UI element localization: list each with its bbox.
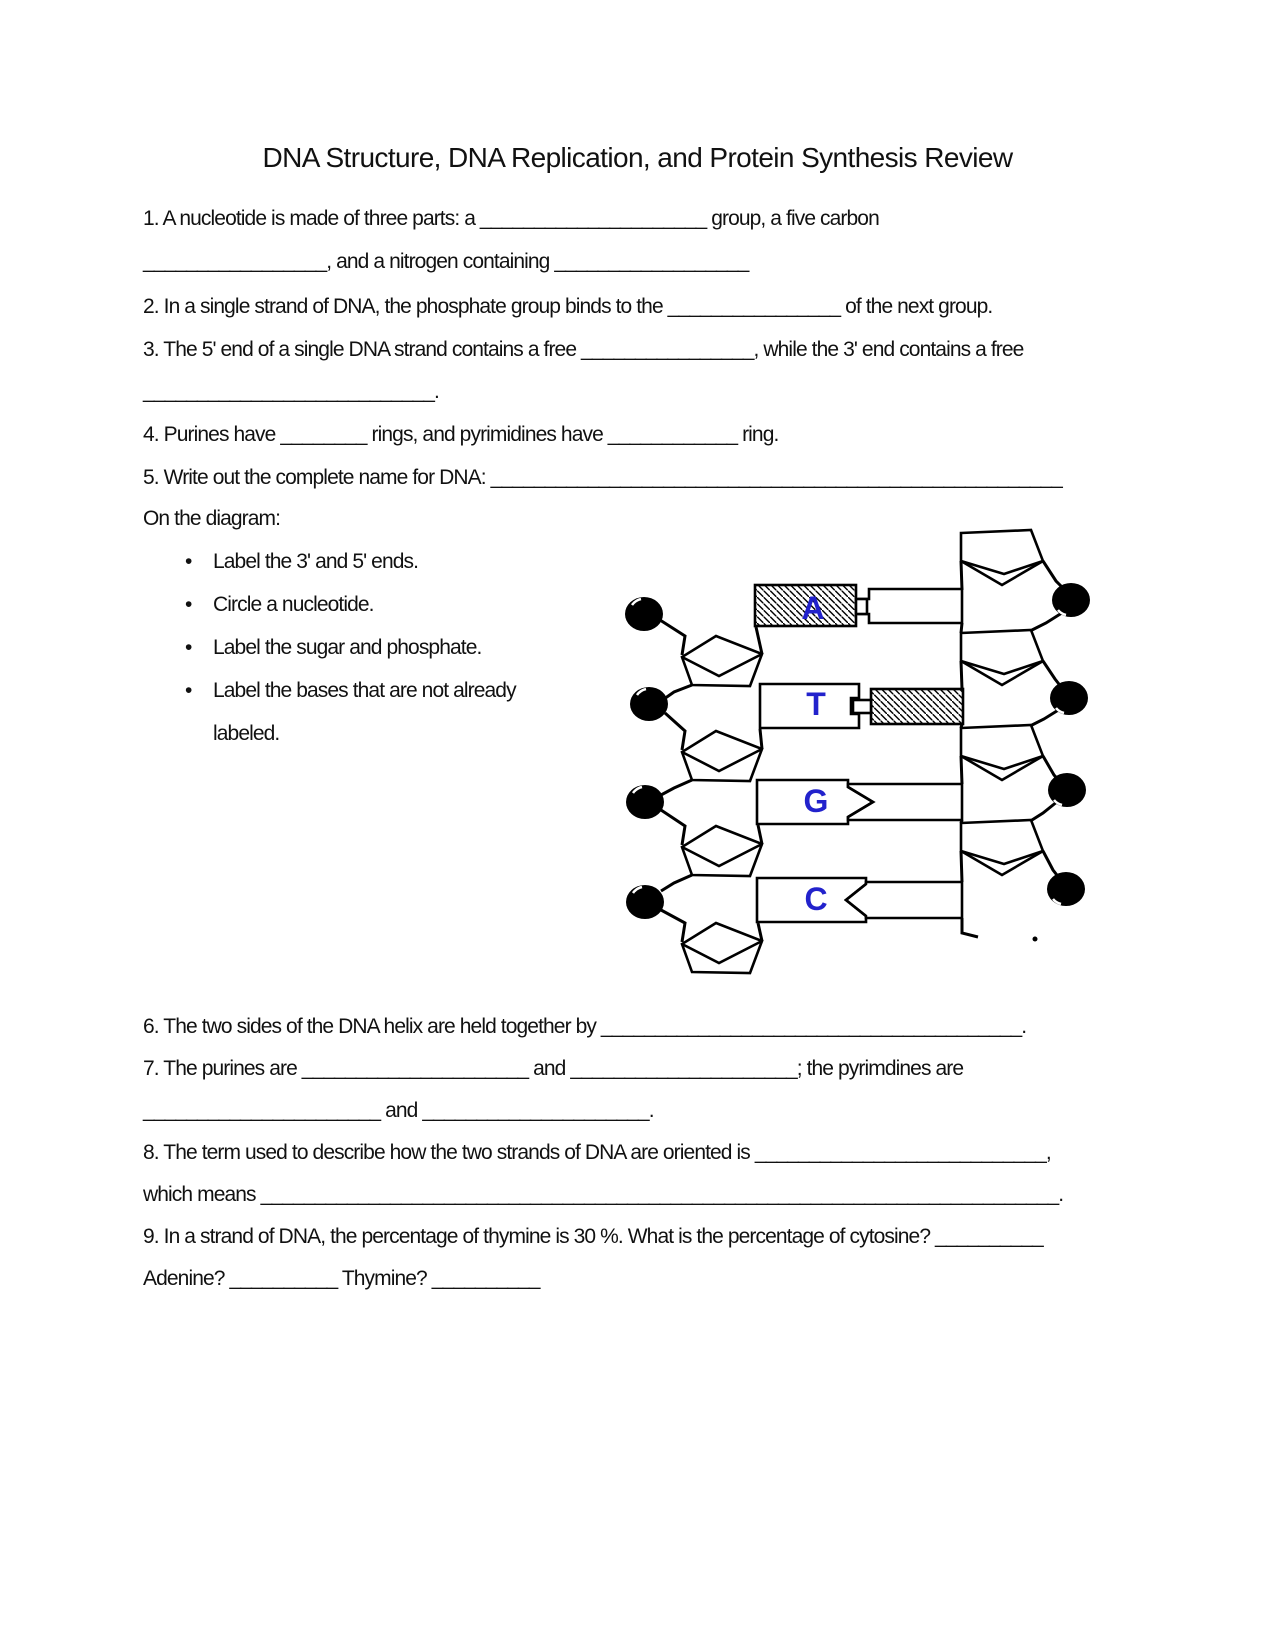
sugar-pentagon xyxy=(961,725,1043,780)
base-letter-T: T xyxy=(806,686,826,722)
sugar-base-bond xyxy=(756,627,762,654)
sugar-base-bond xyxy=(961,661,962,689)
question-7-line-2: ______________________ and _____________________. xyxy=(143,1099,654,1122)
bullet-text: Label the bases that are not already xyxy=(213,679,516,702)
base-pair-row-A xyxy=(755,585,962,626)
sugar-base-bond xyxy=(961,851,962,882)
backbone-bond xyxy=(660,620,685,655)
phosphate-circle xyxy=(626,885,664,919)
base-letter-A: A xyxy=(801,590,825,626)
question-2: 2. In a single strand of DNA, the phosphate group binds to the ________________ of the next group. xyxy=(143,295,993,318)
bullet-marker: • xyxy=(185,636,193,659)
left-sugars xyxy=(682,636,762,973)
sugar-base-bond xyxy=(961,561,962,590)
backbone-bond xyxy=(664,685,692,699)
base-letter-C: C xyxy=(804,881,828,917)
backbone-bond xyxy=(661,875,692,891)
sugar-base-bond xyxy=(760,729,762,749)
question-5: 5. Write out the complete name for DNA: _____________________________________________________ xyxy=(143,466,1062,489)
bullet-marker: • xyxy=(185,550,193,573)
bullet-text: Label the 3' and 5' ends. xyxy=(213,550,419,573)
on-the-diagram-label: On the diagram: xyxy=(143,507,281,530)
base-connector-tab xyxy=(856,599,867,614)
phosphate-circle xyxy=(630,687,668,721)
sugar-base-bond xyxy=(961,756,962,784)
bullet-item-continuation: labeled. xyxy=(213,722,280,745)
question-3-line-1: 3. The 5' end of a single DNA strand contains a free ________________, while the 3' end contains a free xyxy=(143,338,1024,361)
backbone-bond xyxy=(661,910,685,942)
sugar-pentagon xyxy=(961,820,1043,875)
base-box-hatched xyxy=(871,689,963,724)
backbone-bond xyxy=(661,780,692,795)
backbone-bond xyxy=(1032,709,1060,725)
question-3-line-2: ___________________________. xyxy=(143,380,439,403)
question-9-line-1: 9. In a strand of DNA, the percentage of thymine is 30 %. What is the percentage of cytosine? __________ xyxy=(143,1225,1043,1248)
strand-end-tail xyxy=(962,918,978,937)
bullet-marker: • xyxy=(185,679,193,702)
ink-dot xyxy=(1033,937,1038,942)
bullet-text: Label the sugar and phosphate. xyxy=(213,636,482,659)
bullet-item xyxy=(185,636,481,660)
left-phosphates xyxy=(625,597,668,919)
dna-ladder-diagram xyxy=(588,493,1093,985)
bullet-item xyxy=(185,679,516,703)
bullet-item xyxy=(185,550,418,574)
backbone-bond xyxy=(661,810,685,845)
bullet-text: Circle a nucleotide. xyxy=(213,593,374,616)
question-6: 6. The two sides of the DNA helix are held together by _______________________________________. xyxy=(143,1015,1027,1038)
question-4: 4. Purines have ________ rings, and pyrimidines have ____________ ring. xyxy=(143,423,779,446)
phosphate-circle xyxy=(626,785,664,819)
backbone-bond xyxy=(1032,801,1058,820)
question-1-line-1: 1. A nucleotide is made of three parts: a _____________________ group, a five carbon xyxy=(143,207,879,230)
base-letter-G: G xyxy=(803,783,829,819)
sugar-pentagon xyxy=(961,530,1043,585)
base-pair-row-G xyxy=(757,780,962,824)
question-9-line-2: Adenine? __________ Thymine? __________ xyxy=(143,1267,540,1290)
base-pair-row-C xyxy=(757,878,962,922)
sugar-pentagon xyxy=(961,630,1043,685)
sugar-base-bond xyxy=(758,825,762,844)
phosphate-circle xyxy=(1052,583,1090,617)
question-1-line-2: _________________, and a nitrogen containing __________________ xyxy=(143,250,749,273)
phosphate-circle xyxy=(1048,773,1086,807)
question-8-line-1: 8. The term used to describe how the two strands of DNA are oriented is ___________________________, xyxy=(143,1141,1051,1164)
base-pair-row-T xyxy=(760,684,963,728)
right-sugars xyxy=(961,530,1043,875)
phosphate-circle xyxy=(1050,681,1088,715)
question-8-line-2: which means __________________________________________________________________________. xyxy=(143,1183,1064,1206)
question-7-line-1: 7. The purines are _____________________ and _____________________; the pyrimdines are xyxy=(143,1057,964,1080)
page-title: DNA Structure, DNA Replication, and Protein Synthesis Review xyxy=(262,142,1013,173)
base-box-plain xyxy=(859,589,962,623)
sugar-base-bond xyxy=(961,623,962,633)
bullet-marker: • xyxy=(185,593,193,616)
base-connector-tab xyxy=(853,700,871,713)
backbone-bond xyxy=(665,713,685,750)
right-phosphates xyxy=(1033,583,1091,942)
phosphate-circle xyxy=(625,597,663,631)
bullet-item xyxy=(185,593,374,617)
phosphate-circle xyxy=(1047,872,1085,906)
